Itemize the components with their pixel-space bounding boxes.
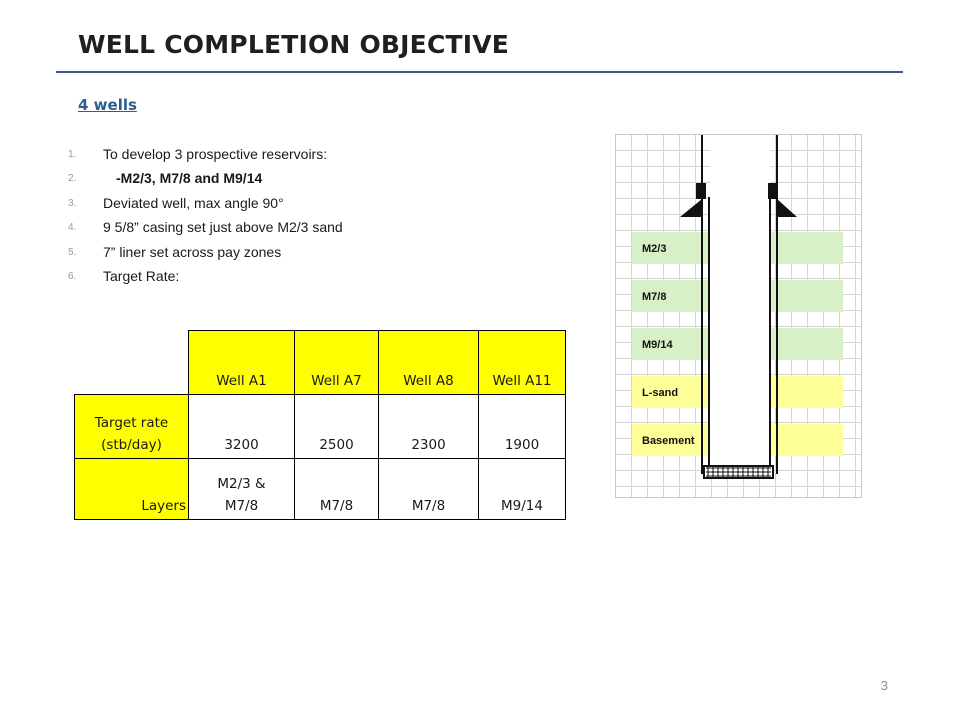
list-number: 5. <box>68 246 77 258</box>
table-cell <box>189 459 295 520</box>
table-cell: M7/8 <box>379 459 479 520</box>
list-text: Target Rate: <box>103 267 180 284</box>
row-header-line: (stb/day) <box>101 437 162 453</box>
row-header-layers: Layers <box>75 459 189 520</box>
title-divider <box>56 71 903 73</box>
column-header: Well A7 <box>295 331 379 395</box>
table-row <box>75 459 566 520</box>
liner-shoe-hatch <box>706 466 771 478</box>
table-cell: 3200 <box>189 395 295 459</box>
table-header-row <box>75 331 566 395</box>
well-schematic <box>615 134 862 498</box>
table-cell: 1900 <box>479 395 566 459</box>
column-header: Well A8 <box>379 331 479 395</box>
list-text: Deviated well, max angle 90° <box>103 194 284 211</box>
row-header-target-rate <box>75 395 189 459</box>
list-number: 3. <box>68 197 77 209</box>
zone-label: M2/3 <box>642 243 667 255</box>
right-liner-hanger <box>777 199 797 217</box>
cell-line: M7/8 <box>224 498 259 514</box>
list-number: 6. <box>68 270 77 282</box>
column-header: Well A11 <box>479 331 566 395</box>
table-cell: M7/8 <box>295 459 379 520</box>
column-header: Well A1 <box>189 331 295 395</box>
zone-label: Basement <box>642 435 695 447</box>
cell-line: M2/3 & <box>217 476 266 492</box>
list-number: 1. <box>68 149 77 160</box>
table-corner-cell <box>75 331 189 395</box>
table-cell: M9/14 <box>479 459 566 520</box>
zone-label: L-sand <box>642 387 679 399</box>
page-number: 3 <box>880 678 888 693</box>
zone-label: M7/8 <box>642 291 667 303</box>
right-casing-shoe <box>768 183 778 199</box>
left-casing-shoe <box>696 183 706 199</box>
list-number: 2. <box>68 173 77 185</box>
left-liner-hanger <box>680 199 702 217</box>
slide-subtitle: 4 wells <box>78 96 137 114</box>
list-text: To develop 3 prospective reservoirs: <box>103 146 328 162</box>
table-row <box>75 395 566 459</box>
target-rate-table <box>74 330 566 520</box>
table-cell: 2300 <box>379 395 479 459</box>
slide-title: WELL COMPLETION OBJECTIVE <box>78 30 510 59</box>
list-number: 4. <box>68 222 77 234</box>
list-text: 9 5/8” casing set just above M2/3 sand <box>103 219 343 236</box>
zone-label: M9/14 <box>642 339 673 351</box>
table-cell: 2500 <box>295 395 379 459</box>
list-text: -M2/3, M7/8 and M9/14 <box>116 170 263 187</box>
wellbore-interior <box>710 135 770 474</box>
row-header-line: Target rate <box>94 415 169 431</box>
well-schematic-drawing <box>616 135 861 497</box>
list-text: 7” liner set across pay zones <box>103 243 282 260</box>
